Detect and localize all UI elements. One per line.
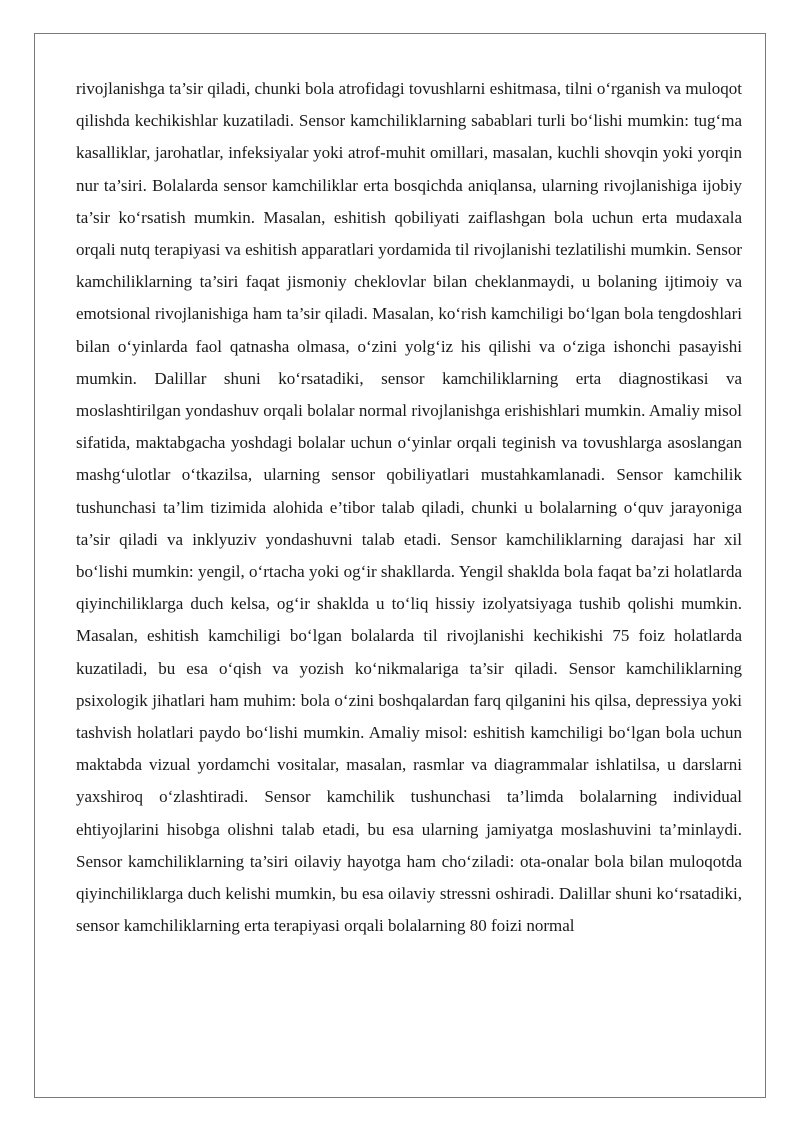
- body-paragraph: rivojlanishga ta’sir qiladi, chunki bola atrofidagi tovushlarni eshitmasa, tilni o‘rganish va muloqot qilishda kechikishlar kuzatiladi. Sensor kamchiliklarning sabablari turli bo‘lishi mumkin: tug‘ma kasalliklar, jarohatlar, infeksiyalar yoki atrof-muhit omillari, masalan, kuchli shovqin yoki yorqin nur ta’siri. Bolalarda sensor kamchiliklar erta bosqichda aniqlansa, ularning rivojlanishiga ijobiy ta’sir ko‘rsatish mumkin. Masalan, eshitish qobiliyati zaiflashgan bola uchun erta mudaxala orqali nutq terapiyasi va eshitish apparatlari yordamida til rivojlanishi tezlatilishi mumkin. Sensor kamchiliklarning ta’siri faqat jismoniy cheklovlar bilan cheklanmaydi, u bolaning ijtimoiy va emotsional rivojlanishiga ham ta’sir qiladi. Masalan, ko‘rish kamchiligi bo‘lgan bola tengdoshlari bilan o‘yinlarda faol qatnasha olmasa, o‘zini yolg‘iz his qilishi va o‘ziga ishonchi pasayishi mumkin. Dalillar shuni ko‘rsatadiki, sensor kamchiliklarning erta diagnostikasi va moslashtirilgan yondashuv orqali bolalar normal rivojlanishga erishishlari mumkin. Amaliy misol sifatida, maktabgacha yoshdagi bolalar uchun o‘yinlar orqali teginish va tovushlarga asoslangan mashg‘ulotlar o‘tkazilsa, ularning sensor qobiliyatlari mustahkamlanadi. Sensor kamchilik tushunchasi ta’lim tizimida alohida e’tibor talab qiladi, chunki u bolalarning o‘quv jarayoniga ta’sir qiladi va inklyuziv yondashuvni talab etadi. Sensor kamchiliklarning darajasi har xil bo‘lishi mumkin: yengil, o‘rtacha yoki og‘ir shakllarda. Yengil shaklda bola faqat ba’zi holatlarda qiyinchiliklarga duch kelsa, og‘ir shaklda u to‘liq hissiy izolyatsiyaga tushib qolishi mumkin. Masalan, eshitish kamchiligi bo‘lgan bolalarda til rivojlanishi kechikishi 75 foiz holatlarda kuzatiladi, bu esa o‘qish va yozish ko‘nikmalariga ta’sir qiladi. Sensor kamchiliklarning psixologik jihatlari ham muhim: bola o‘zini boshqalardan farq qilganini his qilsa, depressiya yoki tashvish holatlari paydo bo‘lishi mumkin. Amaliy misol: eshitish kamchiligi bo‘lgan bola uchun maktabda vizual yordamchi vositalar, masalan, rasmlar va diagrammalar ishlatilsa, u darslarni yaxshiroq o‘zlashtiradi. Sensor kamchilik tushunchasi ta’limda bolalarning individual ehtiyojlarini hisobga olishni talab etadi, bu esa ularning jamiyatga moslashuvini ta’minlaydi. Sensor kamchiliklarning ta’siri oilaviy hayotga ham cho‘ziladi: ota-onalar bola bilan muloqotda qiyinchiliklarga duch kelishi mumkin, bu esa oilaviy stressni oshiradi. Dalillar shuni ko‘rsatadiki, sensor kamchiliklarning erta terapiyasi orqali bolalarning 80 foizi normal: [76, 79, 742, 936]
